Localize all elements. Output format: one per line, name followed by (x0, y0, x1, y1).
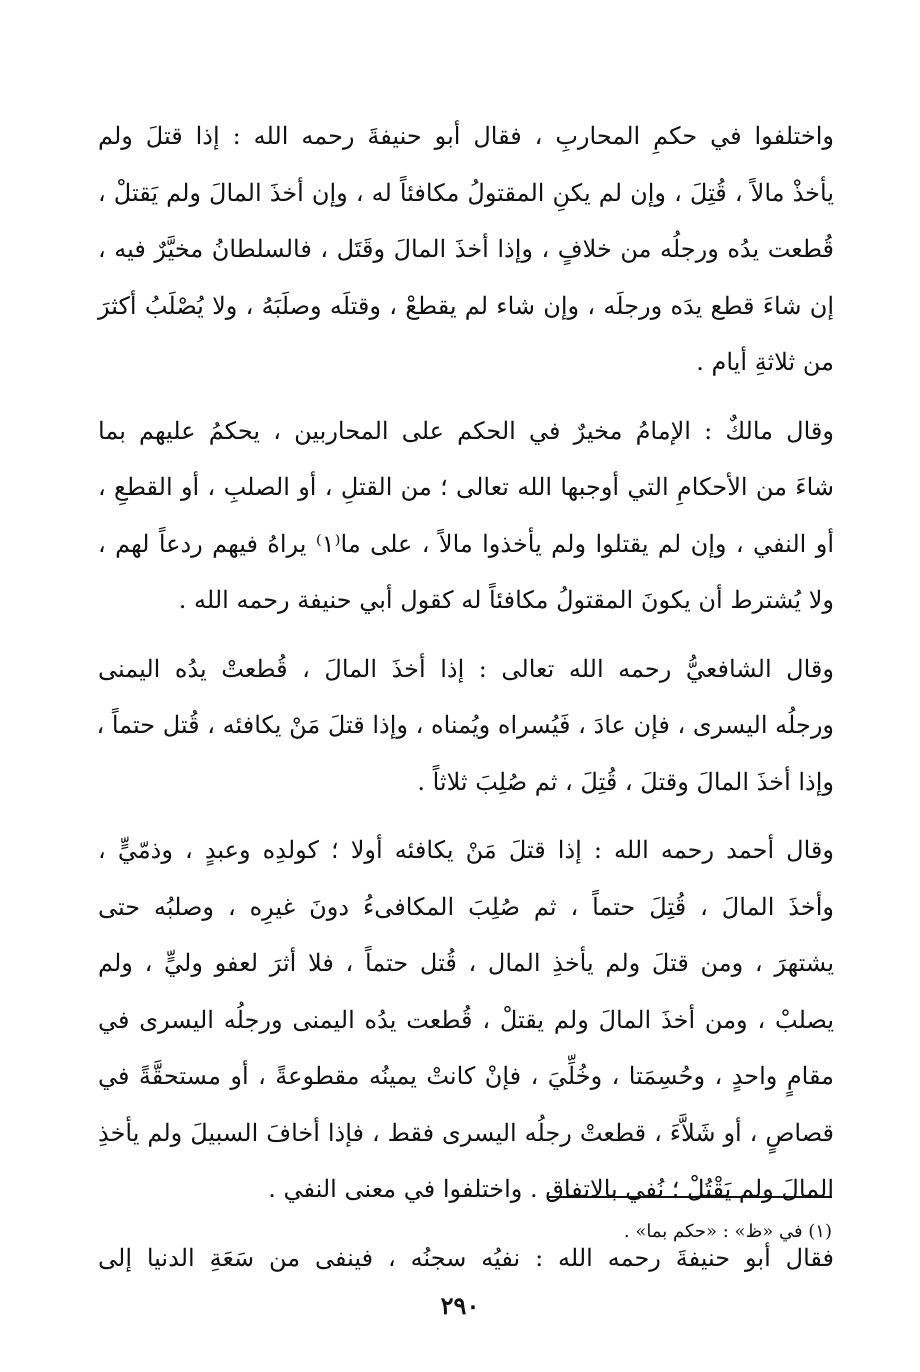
main-text (98, 108, 834, 1298)
text-line: وقال الشافعيُّ رحمه الله تعالى : إذا أخذَ المالَ ، قُطعتْ يدُه اليمنى (98, 654, 834, 683)
text-line: وقال مالكٌ : الإمامُ مخيرٌ في الحكم على المحاربين ، يحكمُ عليهم بما (98, 416, 834, 445)
text-line: فقال أبو حنيفةَ رحمه الله : نفيُه سجنُه ، فينفى من سَعَةِ الدنيا إلى (98, 1243, 834, 1272)
text-line: يشتهرَ ، ومن قتلَ ولم يأخذِ المال ، قُتل حتماً ، فلا أثرَ لعفو وليٍّ ، ولم (98, 949, 834, 977)
text-line: المالَ ولم يَقْتُلْ ؛ نُفي بالاتفاق . واختلفوا في معنى النفي . (268, 1175, 834, 1203)
text-line: وإذا أخذَ المالَ وقتلَ ، قُتِلَ ، ثم صُلِبَ ثلاثاً . (417, 767, 834, 796)
paragraph-1 (98, 108, 834, 391)
text-line: شاءَ من الأحكامِ التي أوجبها الله تعالى ؛ من القتلِ ، أو الصلبِ ، أو القطعِ ، (98, 473, 834, 501)
text-line: أو النفي ، وإن لم يقتلوا ولم يأخذوا مالاً ، على ما⁽١⁾ يراهُ فيهم ردعاً لهم ، (98, 529, 834, 558)
paragraph-3 (98, 641, 834, 811)
paragraph-2 (98, 403, 834, 629)
text-line: قُطعت يدُه ورجلُه من خلافٍ ، وإذا أخذَ المالَ وقَتَل ، فالسلطانُ مخيَّرٌ فيه ، (98, 235, 834, 263)
text-line: إن شاءَ قطع يدَه ورجلَه ، وإن شاء لم يقطعْ ، وقتلَه وصلَبَهُ ، ولا يُصْلَبُ أكثرَ (98, 291, 834, 320)
text-line: من ثلاثةِ أيام . (696, 348, 834, 376)
page-number: ٢٩٠ (440, 1291, 480, 1320)
paragraph-4 (98, 822, 834, 1218)
text-line: وقال أحمد رحمه الله : إذا قتلَ مَنْ يكافئه أولا ؛ كولدِه وعبدٍ ، وذمّيٍّ ، (98, 836, 834, 864)
text-line: يأخذْ مالاً ، قُتِلَ ، وإن لم يكنِ المقتولُ مكافئاً له ، وإن أخذَ المالَ ولم يَقتلْ ، (98, 178, 835, 207)
text-line: مقامٍ واحدٍ ، وحُسِمَتا ، وخُلِّيَ ، فإنْ كانتْ يمينُه مقطوعةً ، أو مستحقَّةً في (98, 1062, 834, 1090)
text-line: قصاصٍ ، أو شَلاَّءَ ، قطعتْ رجلُه اليسرى فقط ، فإذا أخافَ السبيلَ ولم يأخذِ (98, 1118, 834, 1147)
text-line: ورجلُه اليسرى ، فإن عادَ ، فَيُسراه ويُمناه ، وإذا قتلَ مَنْ يكافئه ، قُتل حتماً ، (96, 711, 834, 739)
text-line: يصلبْ ، ومن أخذَ المالَ ولم يقتلْ ، قُطعت يدُه اليمنى ورجلُه اليسرى في (98, 1005, 834, 1034)
text-line: واختلفوا في حكمِ المحاربِ ، فقال أبو حنيفةَ رحمه الله : إذا قتلَ ولم (98, 122, 834, 150)
footnote-divider (548, 1196, 832, 1198)
footnote: (١) في «ظ» : «حكم بما» . (623, 1221, 832, 1242)
text-line: وأخذَ المالَ ، قُتِلَ حتماً ، ثم صُلِبَ المكافىءُ دونَ غيرِه ، وصلبُه حتى (98, 892, 834, 921)
text-line: ولا يُشترط أن يكونَ المقتولُ مكافئاً له كقول أبي حنيفة رحمه الله . (178, 586, 834, 614)
